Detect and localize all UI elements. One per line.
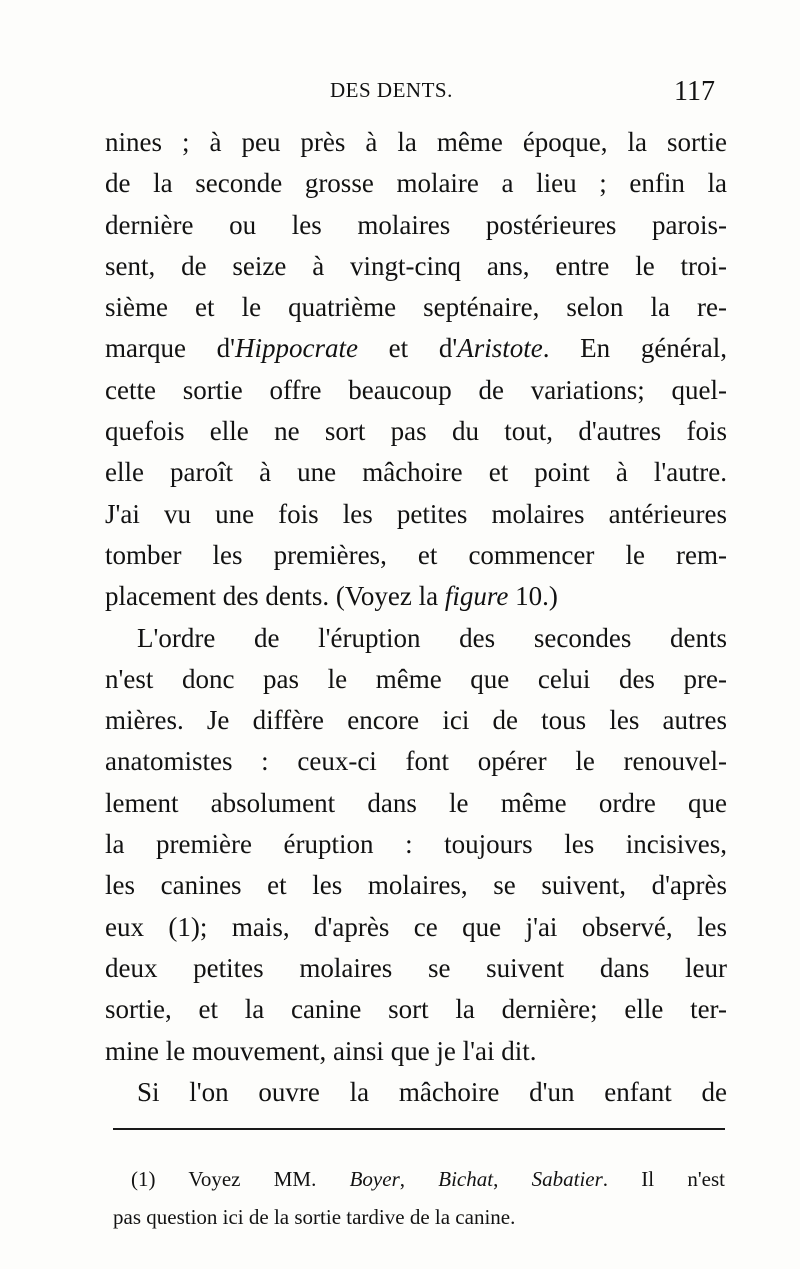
figure-reference: figure xyxy=(444,581,509,612)
text-line: mières. Je diffère encore ici de tous les autres xyxy=(105,705,727,736)
author-name: Aristote xyxy=(457,333,543,364)
author-name: Sabatier xyxy=(531,1167,603,1191)
author-name: Boyer xyxy=(349,1167,400,1191)
text-line: n'est donc pas le même que celui des pre- xyxy=(105,663,727,694)
text-line: nines ; à peu près à la même époque, la sortie xyxy=(105,127,727,157)
author-name: Hippocrate xyxy=(235,333,358,364)
text-line: dernière ou les molaires postérieures parois- xyxy=(105,209,727,240)
text-line: Si l'on ouvre la mâchoire d'un enfant de xyxy=(137,1076,727,1107)
text-line: J'ai vu une fois les petites molaires antérieures xyxy=(105,498,727,529)
text-line: sortie, et la canine sort la dernière; elle ter- xyxy=(105,994,727,1025)
text-line: cette sortie offre beaucoup de variations; quel- xyxy=(105,374,727,405)
text-line: quefois elle ne sort pas du tout, d'autres fois xyxy=(105,416,727,447)
footnote-line: pas question ici de la sortie tardive de la canine. xyxy=(113,1205,516,1229)
text-line: tomber les premières, et commencer le rem- xyxy=(105,539,727,570)
text-line: deux petites molaires se suivent dans leur xyxy=(105,952,727,983)
text-line: lement absolument dans le même ordre que xyxy=(105,787,727,818)
main-text xyxy=(105,122,727,1113)
footnote-line: (1) Voyez MM. Boyer, Bichat, Sabatier. Il n'est xyxy=(131,1167,725,1191)
text-line: placement des dents. (Voyez la figure 10.) xyxy=(105,581,558,612)
text-line: sent, de seize à vingt-cinq ans, entre le troi- xyxy=(105,250,727,281)
text-line: de la seconde grosse molaire a lieu ; enfin la xyxy=(105,168,727,199)
text-line: les canines et les molaires, se suivent, d'après xyxy=(105,870,727,901)
text-line: anatomistes : ceux-ci font opérer le renouvel- xyxy=(105,746,727,777)
text-line: eux (1); mais, d'après ce que j'ai observé, les xyxy=(105,911,727,942)
text-line: sième et le quatrième septénaire, selon la re- xyxy=(105,292,727,323)
text-line: elle paroît à une mâchoire et point à l'autre. xyxy=(105,457,727,488)
text-line: la première éruption : toujours les incisives, xyxy=(105,829,727,860)
page-header xyxy=(105,72,715,112)
page-number: 117 xyxy=(674,76,715,107)
text-line: marque d'Hippocrate et d'Aristote. En général, xyxy=(105,333,728,364)
text-line: mine le mouvement, ainsi que je l'ai dit. xyxy=(105,1035,537,1066)
running-head: DES DENTS. xyxy=(330,78,453,102)
footnote xyxy=(113,1160,725,1236)
text-line: L'ordre de l'éruption des secondes dents xyxy=(137,622,727,653)
footnote-divider xyxy=(113,1128,725,1130)
author-name: Bichat xyxy=(438,1167,494,1191)
